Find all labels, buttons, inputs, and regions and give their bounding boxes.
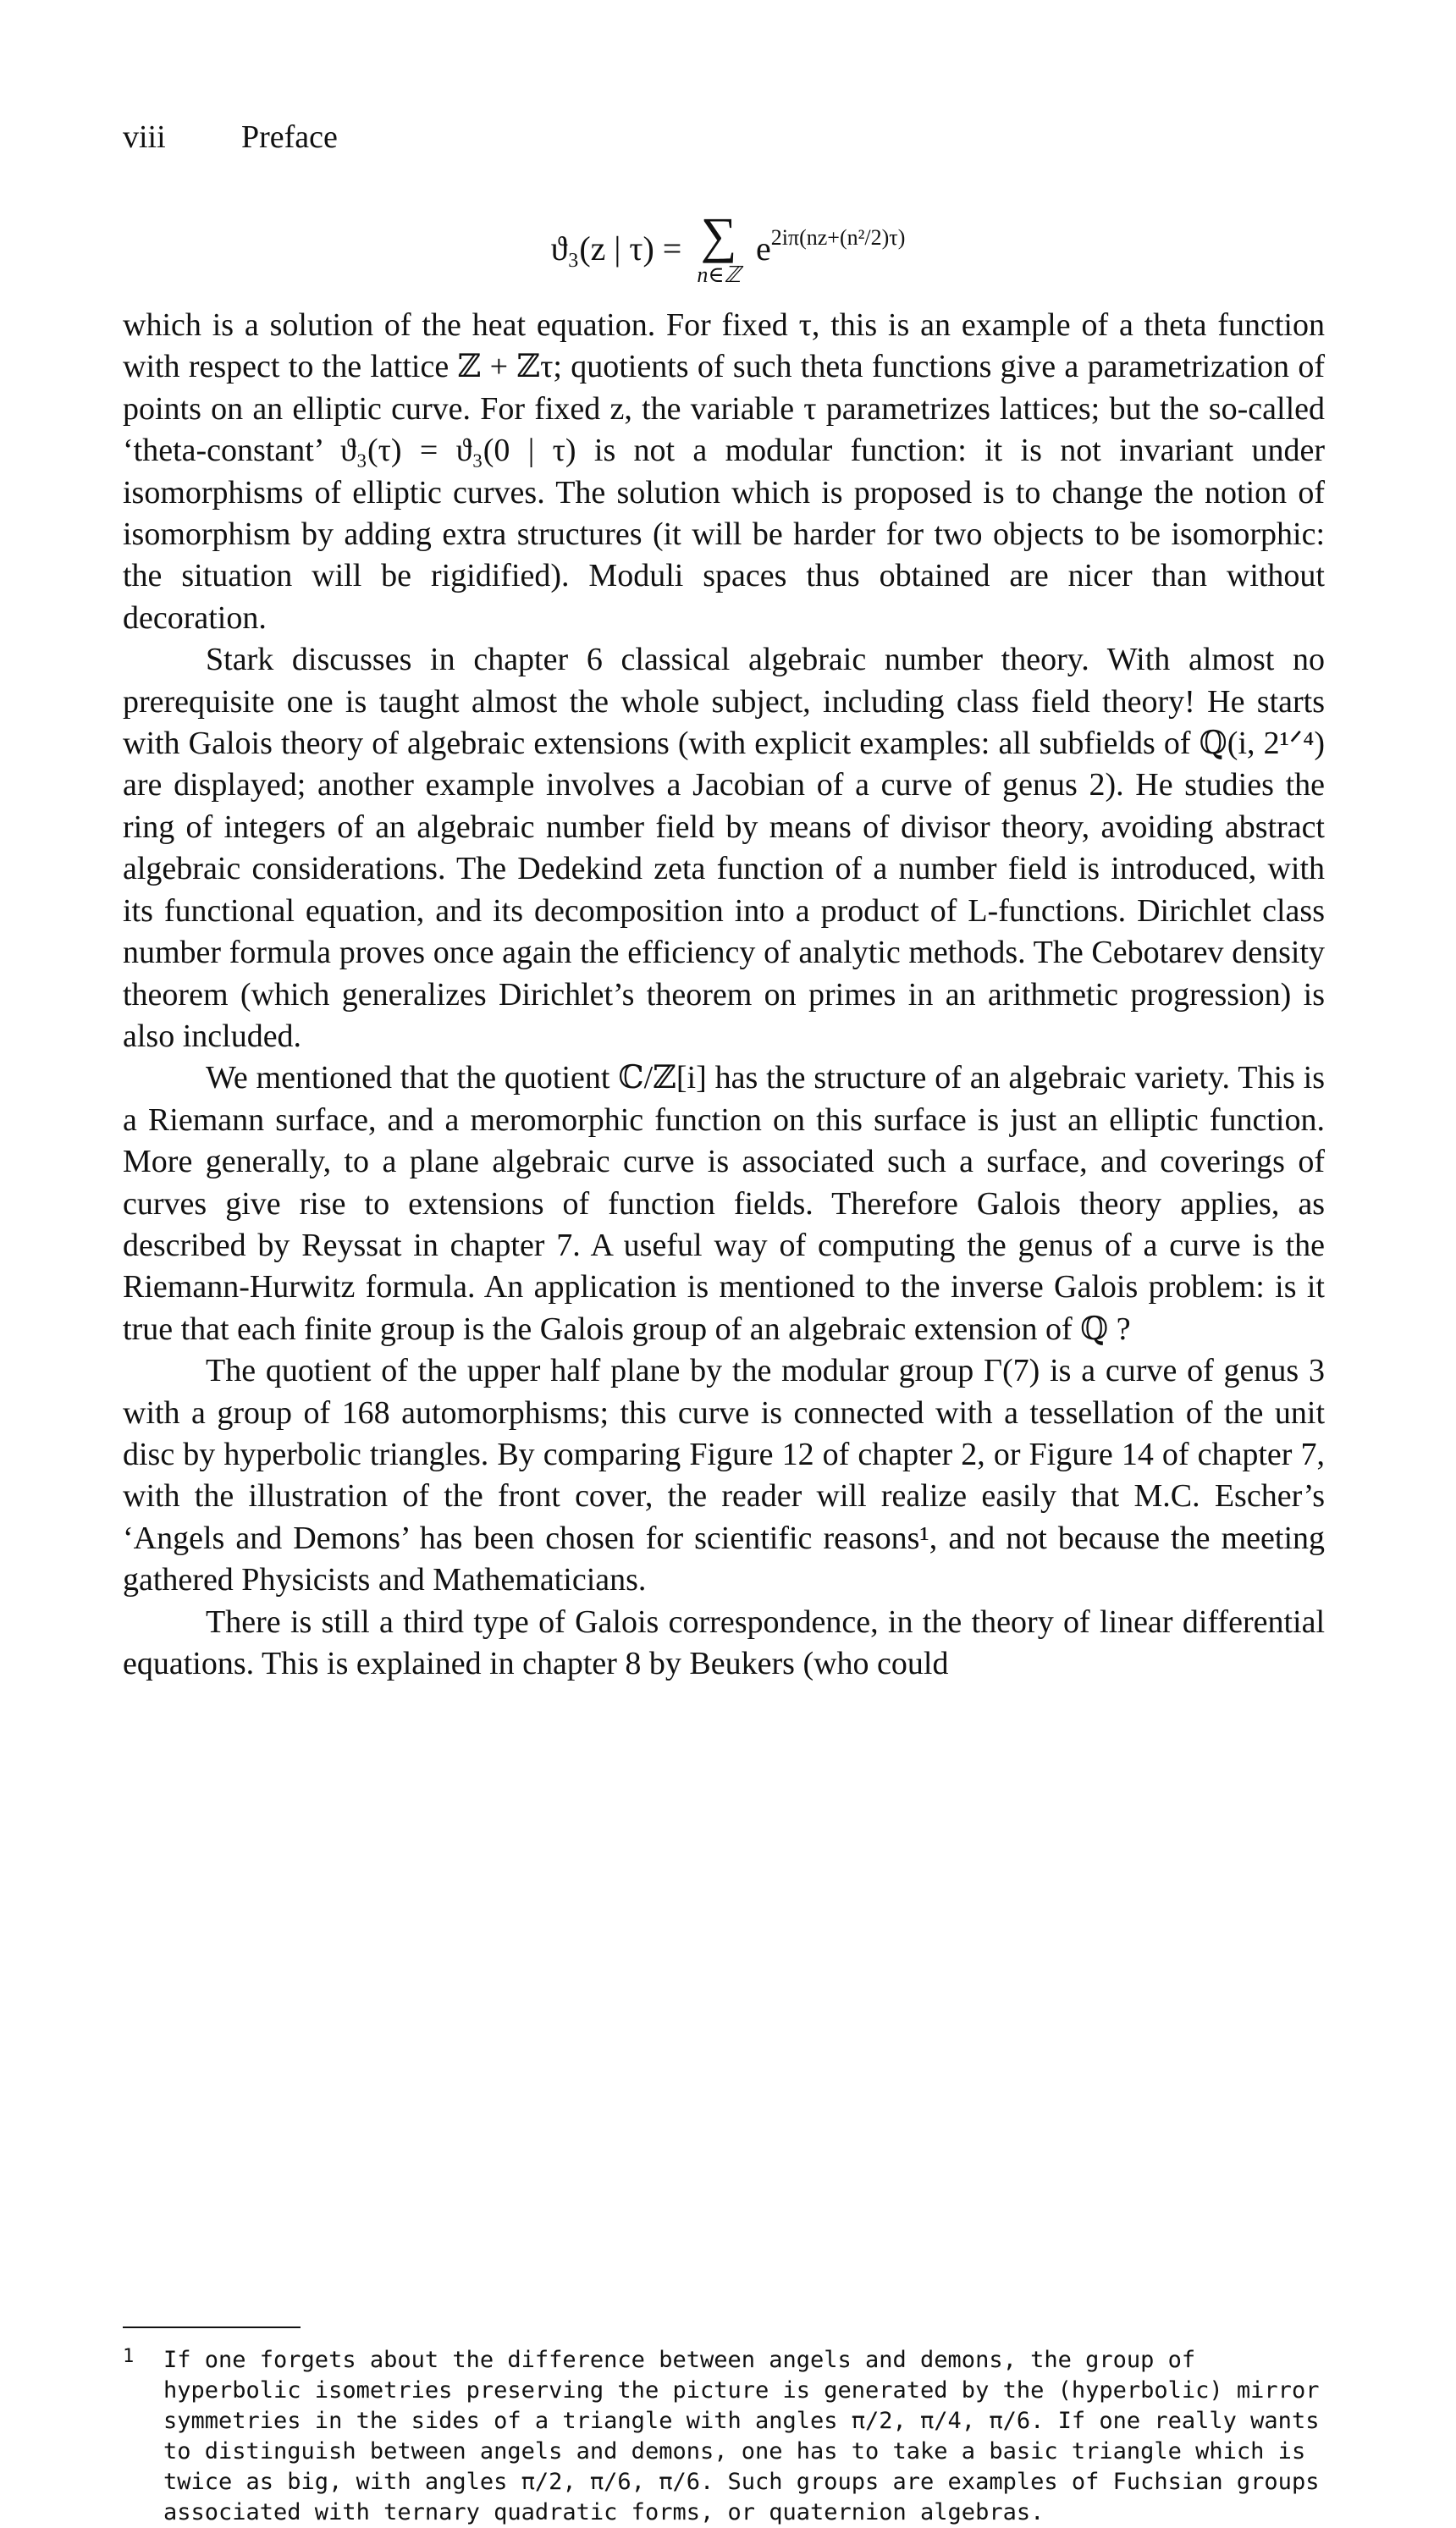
paragraph: There is still a third type of Galois correspondence, in the theory of linear differential equations. This is explained in chapter 8 by Beukers (who could bbox=[123, 1603, 1325, 1681]
footnote bbox=[123, 2345, 1325, 2528]
formula-rhs bbox=[755, 224, 906, 268]
page-number: viii bbox=[123, 119, 166, 155]
formula-lhs: ϑ₃(z | τ) = bbox=[550, 229, 682, 268]
footnote-divider bbox=[123, 2327, 301, 2328]
paragraph: Stark discusses in chapter 6 classical algebraic number theory. With almost no prerequisite one is taught almost the whole subject, including class field theory! He starts with Galois theory of algebraic extensions (with explicit examples: all subfields of ℚ(i, 2¹ᐟ⁴) are displayed; another example involves a Jacobian of a curve of genus 2). He studies the ring of integers of an algebraic number field by means of divisor theory, avoiding abstract algebraic considerations. The Dedekind zeta function of a number field is introduced, with its functional equation, and its decomposition into a product of L-functions. Dirichlet class number formula proves once again the efficiency of analytic methods. The Cebotarev density theorem (which generalizes Dirichlet’s theorem on primes in an arithmetic progression) is also included. bbox=[123, 642, 1325, 1054]
running-title: Preface bbox=[241, 119, 338, 155]
paragraph: The quotient of the upper half plane by the modular group Γ(7) is a curve of genus 3 with a group of 168 automorphisms; this curve is connected with a tessellation of the unit disc by hyperbolic triangles. By comparing Figure 12 of chapter 2, or Figure 14 of chapter 7, with the illustration of the front cover, the reader will realize easily that M.C. Escher’s ‘Angels and Demons’ has been chosen for scientific reasons¹, and not because the meeting gathered Physicists and Mathematicians. bbox=[123, 1353, 1325, 1598]
exp-exponent: 2iπ(nz+(n²/2)τ) bbox=[770, 224, 906, 250]
sigma-symbol: ∑ bbox=[700, 207, 737, 263]
paragraph: We mentioned that the quotient ℂ/ℤ[i] has the structure of an algebraic variety. This is a Riemann surface, and a meromorphic function on this surface is just an elliptic function. More generally, to a plane algebraic curve is associated such a surface, and coverings of curves give rise to extensions of function fields. Therefore Galois theory applies, as described by Reyssat in chapter 7. A useful way of computing the genus of a curve is the Riemann-Hurwitz formula. An application is mentioned to the inverse Galois problem: is it true that each finite group is the Galois group of an algebraic extension of ℚ ? bbox=[123, 1060, 1325, 1347]
theta-formula bbox=[0, 207, 1456, 287]
body-text bbox=[123, 305, 1325, 1685]
footnote-text: If one forgets about the difference between angels and demons, the group of hyperbolic isometries preserving the picture is generated by the (hyperbolic) mirror symmetries in the sides of a triangle with angles π/2, π/4, π/6. If one really wants to distinguish between angels and demons, one has to take a basic triangle which is twice as big, with angles π/2, π/6, π/6. Such groups are examples of Fuchsian groups associated with ternary quadratic forms, or quaternion algebras. bbox=[163, 2347, 1320, 2525]
summation bbox=[697, 207, 741, 287]
sum-subscript: n∈ℤ bbox=[697, 262, 741, 287]
exp-base: e bbox=[755, 229, 771, 268]
footnote-mark: 1 bbox=[123, 2346, 135, 2367]
paragraph: which is a solution of the heat equation. For fixed τ, this is an example of a theta function with respect to the lattice ℤ + ℤτ; quotients of such theta functions give a parametrization of points on an elliptic curve. For fixed z, the variable τ parametrizes lattices; but the so-called ‘theta-constant’ ϑ₃(τ) = ϑ₃(0 | τ) is not a modular function: it is not invariant under isomorphisms of elliptic curves. The solution which is proposed is to change the notion of isomorphism by adding extra structures (it will be harder for two objects to be isomorphic: the situation will be rigidified). Moduli spaces thus obtained are nicer than without decoration. bbox=[123, 307, 1325, 636]
